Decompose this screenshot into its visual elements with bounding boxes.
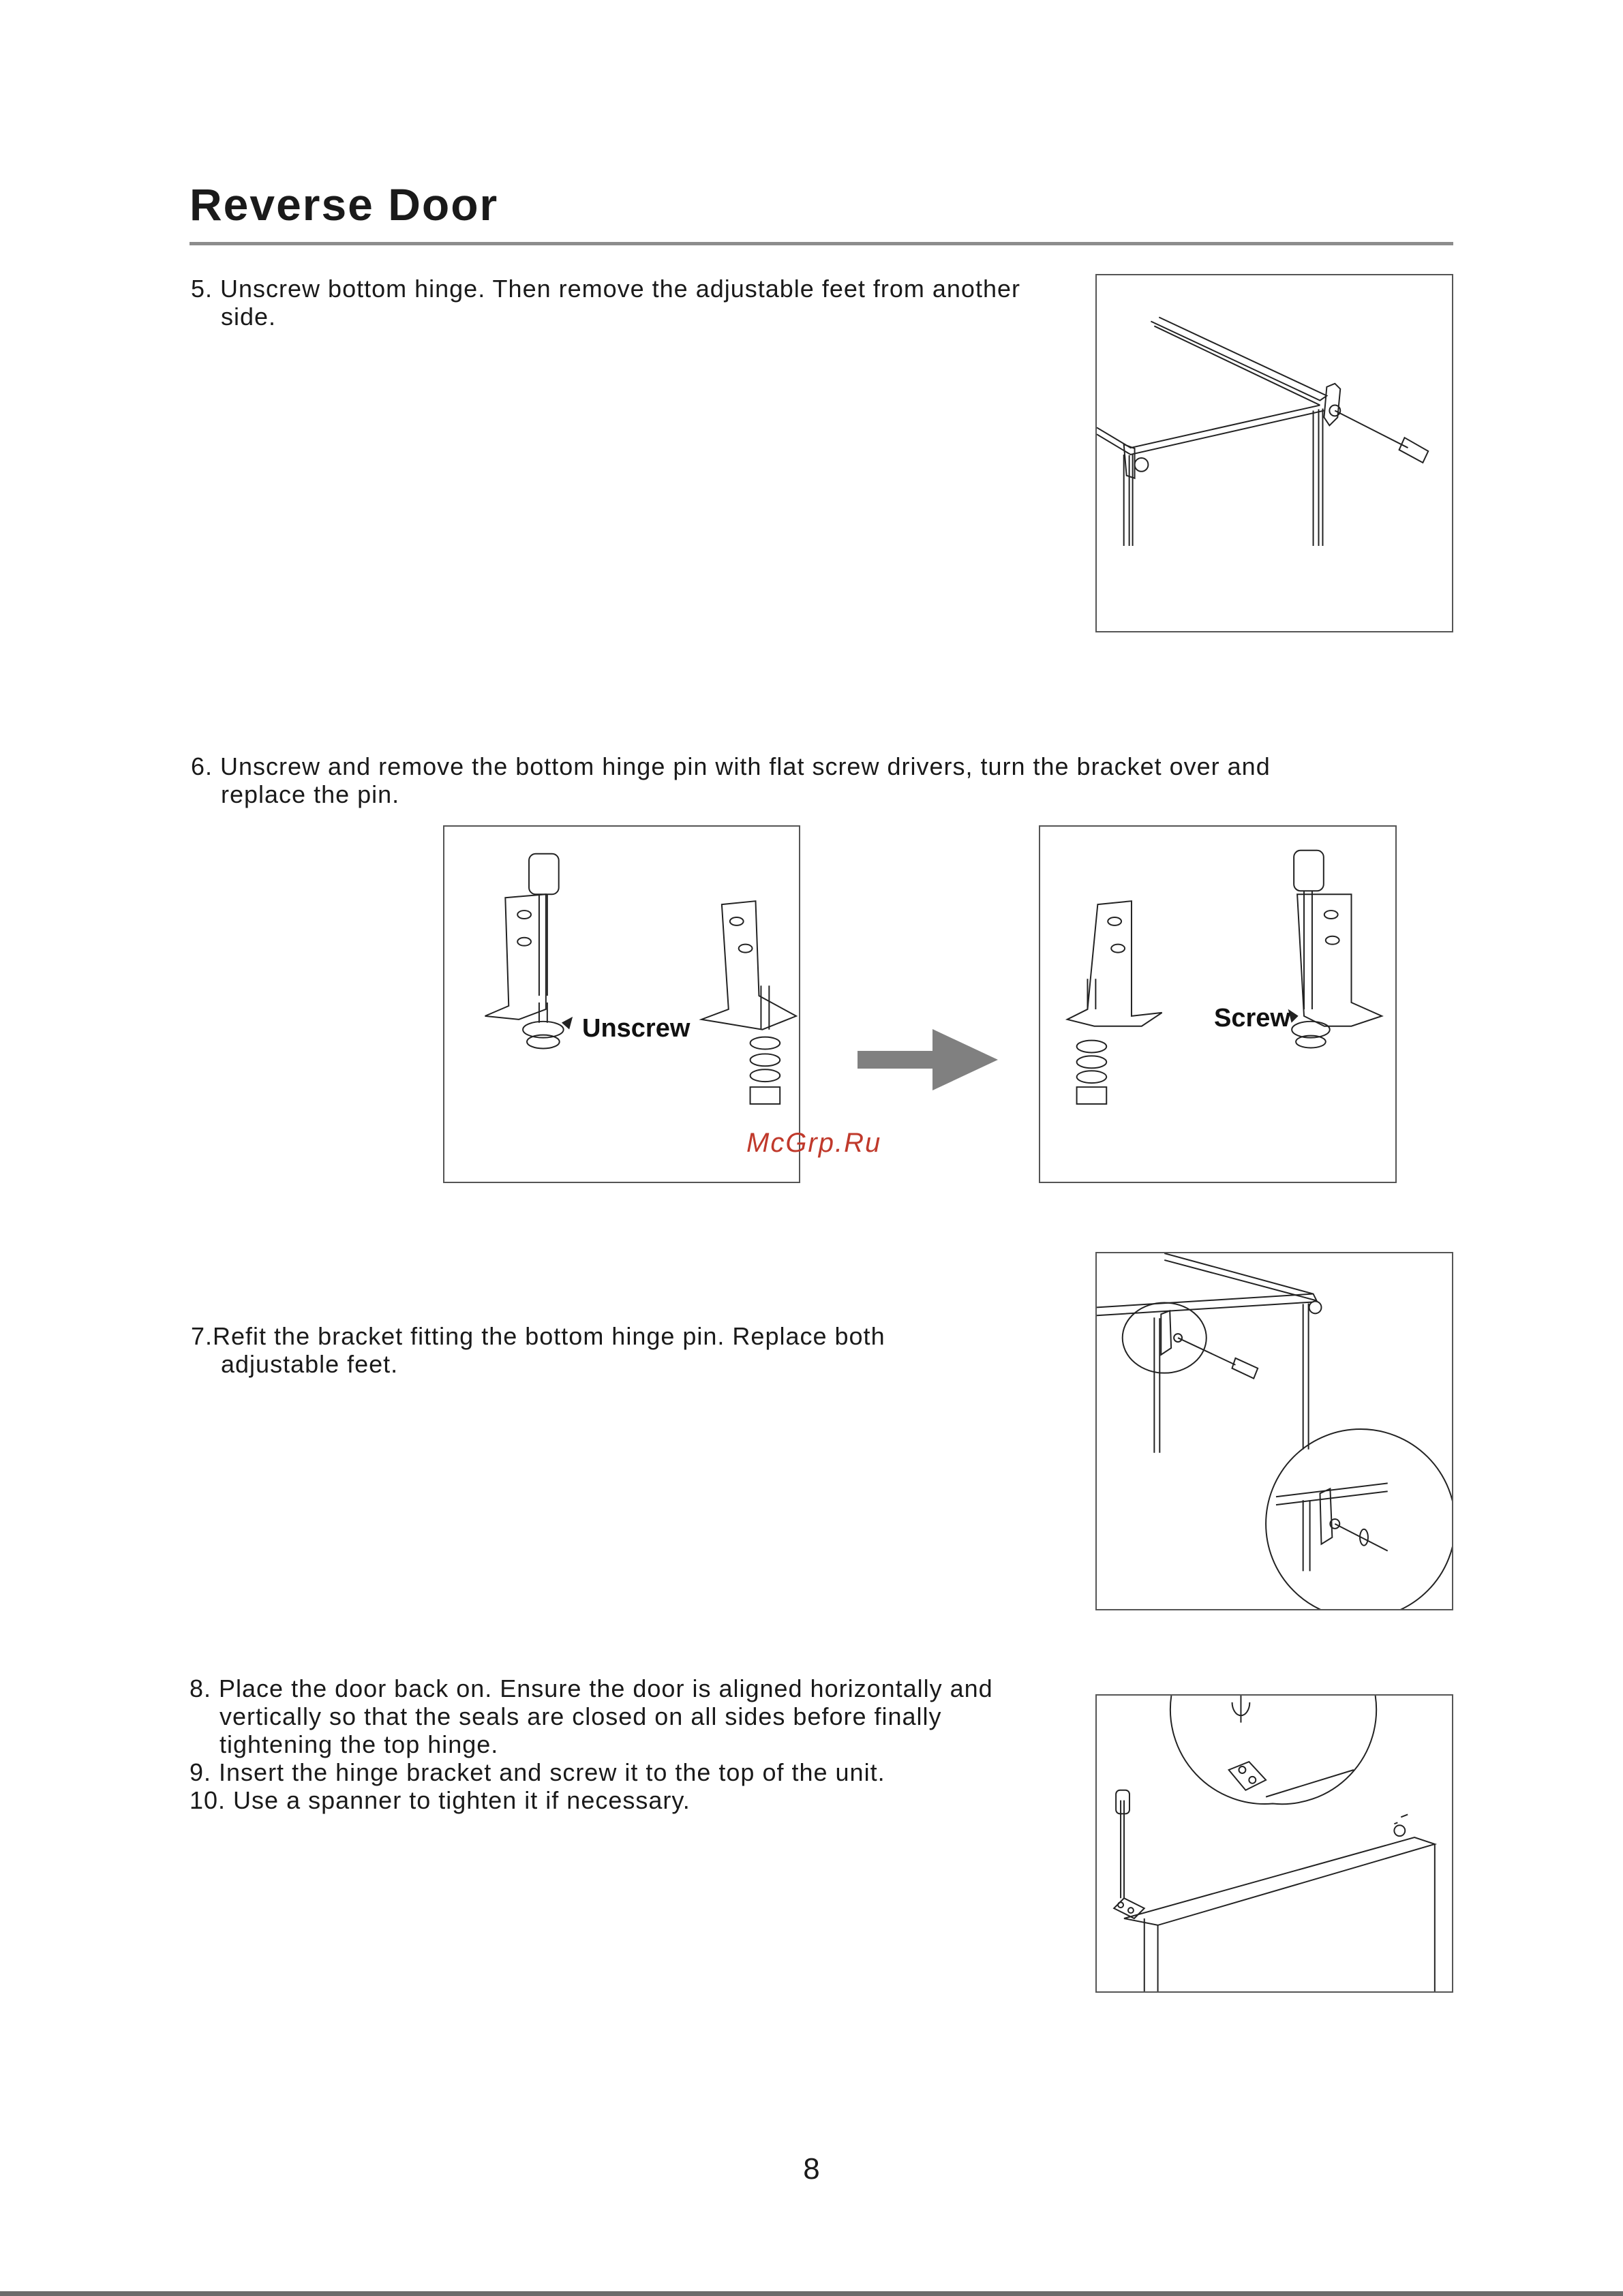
- unscrew-label: Unscrew: [582, 1014, 691, 1043]
- cabinet-bottom-hinge-illustration: [1097, 275, 1452, 631]
- title-divider: [189, 242, 1453, 245]
- step-8-line-2: vertically so that the seals are closed on all sides before finally: [219, 1702, 942, 1730]
- figure-step-8: [1095, 1694, 1453, 1993]
- arrow-right-icon: [858, 1029, 998, 1090]
- hinge-bracket-unscrew-illustration: [444, 827, 799, 1182]
- step-5-line-1: 5. Unscrew bottom hinge. Then remove the adjustable feet from another: [191, 275, 1020, 303]
- step-8-line-1: 8. Place the door back on. Ensure the door is aligned horizontally and: [189, 1674, 993, 1702]
- screw-label: Screw: [1214, 1004, 1290, 1032]
- step-8-line-3: tightening the top hinge.: [219, 1730, 499, 1758]
- step-5-line-2: side.: [221, 303, 277, 331]
- step-10-line: 10. Use a spanner to tighten it if necessary.: [189, 1786, 691, 1814]
- figure-step-6-after: [1039, 825, 1397, 1183]
- step-6-text: [191, 752, 1271, 808]
- figure-step-5: [1095, 274, 1453, 632]
- step-5-text: [191, 275, 1020, 331]
- step-9-line: 9. Insert the hinge bracket and screw it to the top of the unit.: [189, 1758, 885, 1786]
- page-title: Reverse Door: [189, 179, 499, 230]
- step-6-line-1: 6. Unscrew and remove the bottom hinge pin with flat screw drivers, turn the bracket over and: [191, 752, 1271, 780]
- watermark: McGrp.Ru: [746, 1128, 882, 1158]
- door-top-hinge-illustration: [1097, 1696, 1452, 1991]
- step-7-text: [191, 1322, 885, 1378]
- refit-bracket-illustration: [1097, 1253, 1452, 1609]
- page-number: 8: [803, 2152, 820, 2186]
- bottom-bar: [0, 2291, 1623, 2296]
- step-7-line-1: 7.Refit the bracket fitting the bottom hinge pin. Replace both: [191, 1322, 885, 1350]
- steps-8-10-text: [189, 1674, 993, 1814]
- step-7-line-2: adjustable feet.: [221, 1350, 399, 1378]
- figure-step-7: [1095, 1252, 1453, 1610]
- step-6-line-2: replace the pin.: [221, 780, 400, 808]
